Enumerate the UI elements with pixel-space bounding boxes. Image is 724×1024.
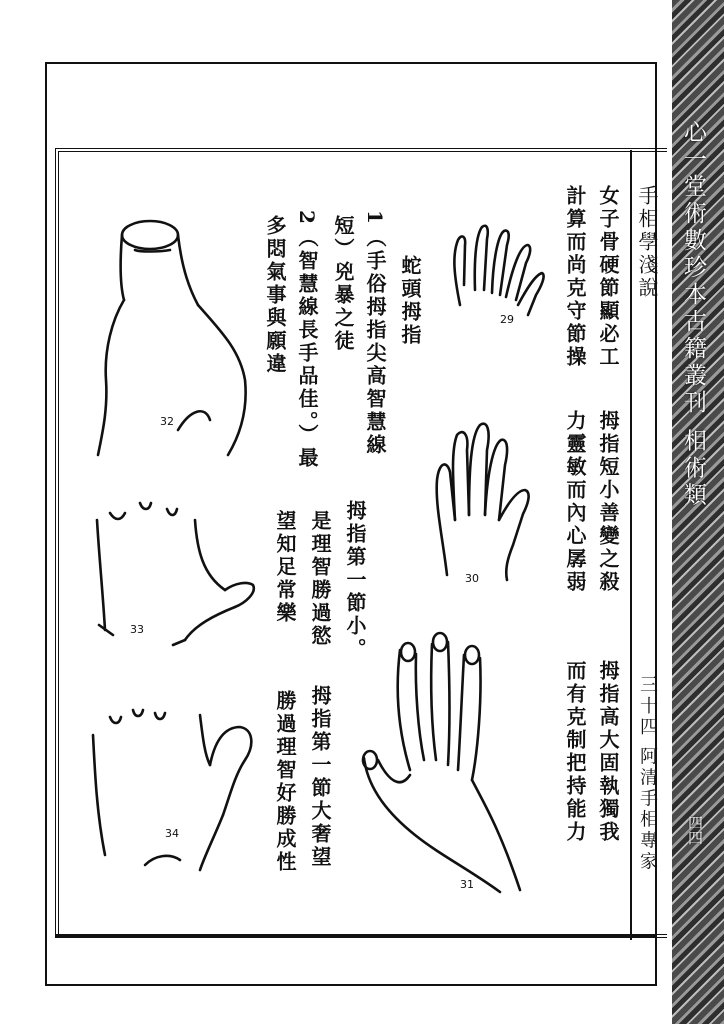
series-title: 心一堂術數珍本古籍叢刊 相術類 xyxy=(680,120,706,510)
caption-33-line2: 是理智勝過慾 xyxy=(308,510,332,648)
snake-thumb-title: 蛇頭拇指 xyxy=(398,255,422,347)
caption-29-line1: 女子骨硬節顯必工 xyxy=(596,185,620,369)
caption-30-line1: 拇指短小善變之殺 xyxy=(596,410,620,594)
caption-29-line2: 計算而尚克守節操 xyxy=(563,185,587,369)
fig-30-label: 30 xyxy=(465,572,479,585)
book-title: 手相學淺說 xyxy=(635,185,659,300)
hand-figure-33 xyxy=(85,495,265,655)
fig-31-label: 31 xyxy=(460,878,474,891)
caption-34-line1: 拇指第一節大奢望 xyxy=(308,685,332,869)
fig-33-label: 33 xyxy=(130,623,144,636)
fig-29-label: 29 xyxy=(500,313,514,326)
caption-34-line2: 勝過理智好勝成性 xyxy=(273,690,297,874)
hand-figure-32 xyxy=(90,210,260,460)
fig-32-label: 32 xyxy=(160,415,174,428)
caption-31-line1: 拇指高大固執獨我 xyxy=(596,660,620,844)
hand-figure-30 xyxy=(425,410,550,590)
hand-figure-34 xyxy=(85,705,265,875)
fig-34-label: 34 xyxy=(165,827,179,840)
caption-31-line2: 而有克制把持能力 xyxy=(563,660,587,844)
page-info: 三十四 阿清手相專家 xyxy=(637,675,658,873)
caption-30-line2: 力靈敏而內心孱弱 xyxy=(563,410,587,594)
note1-line1: 1（手俗拇指尖高智慧線 xyxy=(363,210,387,457)
page-number: 四四 xyxy=(686,815,704,845)
caption-33-line1: 拇指第一節小。 xyxy=(343,500,367,661)
hand-figure-31 xyxy=(360,630,540,900)
hand-figure-29 xyxy=(440,215,550,325)
caption-33-line3: 望知足常樂 xyxy=(273,510,297,625)
note2-line1: 2（智慧線長手品佳。）最 xyxy=(295,210,319,470)
bottom-rule xyxy=(55,934,655,937)
note2-line2: 多悶氣事與願違 xyxy=(263,215,287,376)
note1-line2: 短）兇暴之徒 xyxy=(331,215,355,353)
